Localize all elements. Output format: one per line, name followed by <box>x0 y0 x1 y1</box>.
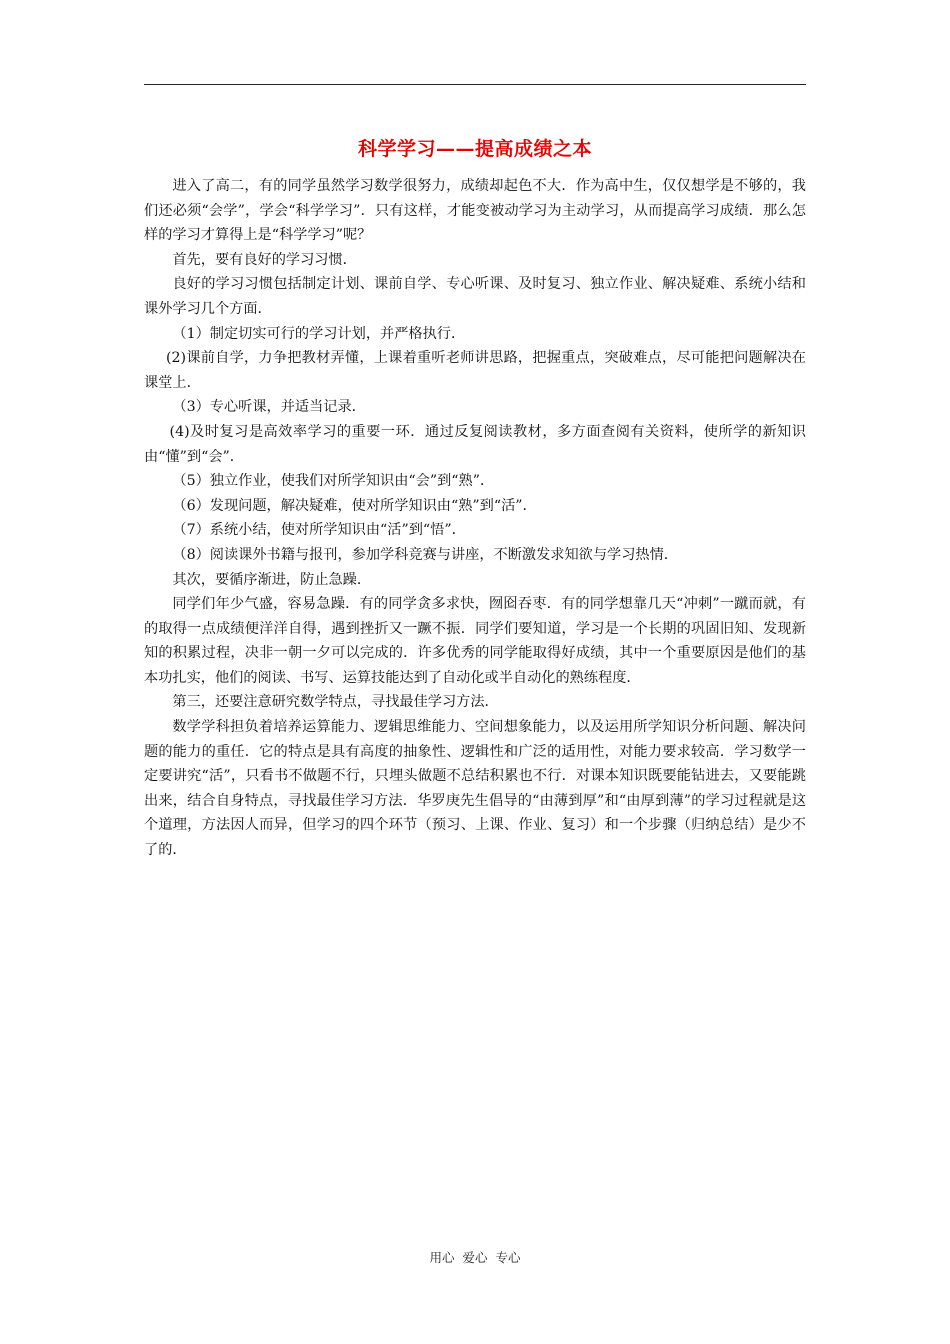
page-footer: 用心 爱心 专心 <box>429 1250 521 1265</box>
paragraph-first-point: 首先，要有良好的学习习惯． <box>172 251 357 268</box>
paragraph-math-features: 数学学科担负着培养运算能力、逻辑思维能力、空间想象能力，以及运用所学知识分析问题、解决问题的能力的重任．它的特点是具有高度的抽象性、逻辑性和广泛的适用性，对能力要求较高．学习数学一定要讲究“活”，只看书不做题不行，只埋头做题不总结积累也不行．对课本知识既要能钻进去，又要能跳出来，结合自身特点，寻找最佳学习方法．华罗庚先生倡导的“由薄到厚”和“由厚到薄”的学习过程就是这个道理，方法因人而异，但学习的四个环节（预习、上课、作业、复习）和一个步骤（归纳总结）是少不了的． <box>144 719 807 859</box>
list-item-8: （8）阅读课外书籍与报刊，参加学科竞赛与讲座，不断激发求知欲与学习热情． <box>172 546 678 563</box>
paragraph-third-point: 第三，还要注意研究数学特点，寻找最佳学习方法． <box>172 694 499 711</box>
document-body <box>144 174 806 863</box>
paragraph-second-point: 其次，要循序渐进，防止急躁． <box>172 571 372 588</box>
list-item-6: （6）发现问题，解决疑难，使对所学知识由“熟”到“活”． <box>172 497 537 514</box>
list-item-5: （5）独立作业，使我们对所学知识由“会”到“熟”． <box>172 473 495 490</box>
list-item-7: （7）系统小结，使对所学知识由“活”到“悟”． <box>172 522 466 539</box>
list-item-3: （3）专心听课，并适当记录． <box>172 399 366 416</box>
document-title: 科学学习——提高成绩之本 <box>357 137 592 160</box>
paragraph-impatience: 同学们年少气盛，容易急躁．有的同学贪多求快，囫囵吞枣．有的同学想靠几天“冲刺”一蹴而就，有的取得一点成绩便洋洋自得，遇到挫折又一蹶不振．同学们要知道，学习是一个长期的巩固旧知、发现新知的积累过程，决非一朝一夕可以完成的．许多优秀的同学能取得好成绩，其中一个重要原因是他们的基本功扎实，他们的阅读、书写、运算技能达到了自动化或半自动化的熟练程度． <box>144 596 806 686</box>
list-item-4: (4)及时复习是高效率学习的重要一环．通过反复阅读教材，多方面查阅有关资料，使所学的新知识由“懂”到“会”． <box>144 423 806 465</box>
header-rule <box>144 84 806 85</box>
list-item-2: (2)课前自学，力争把教材弄懂，上课着重听老师讲思路，把握重点，突破难点，尽可能把问题解决在课堂上． <box>144 350 806 391</box>
list-item-1: （1）制定切实可行的学习计划，并严格执行． <box>172 325 466 342</box>
paragraph-intro: 进入了高二，有的同学虽然学习数学很努力，成绩却起色不大．作为高中生，仅仅想学是不够的，我们还必须“会学”，学会“科学学习”．只有这样，才能变被动学习为主动学习，从而提高学习成绩．那么怎样的学习才算得上是“科学学习”呢？ <box>144 178 806 244</box>
paragraph-habits: 良好的学习习惯包括制定计划、课前自学、专心听课、及时复习、独立作业、解决疑难、系统小结和课外学习几个方面． <box>144 276 806 317</box>
